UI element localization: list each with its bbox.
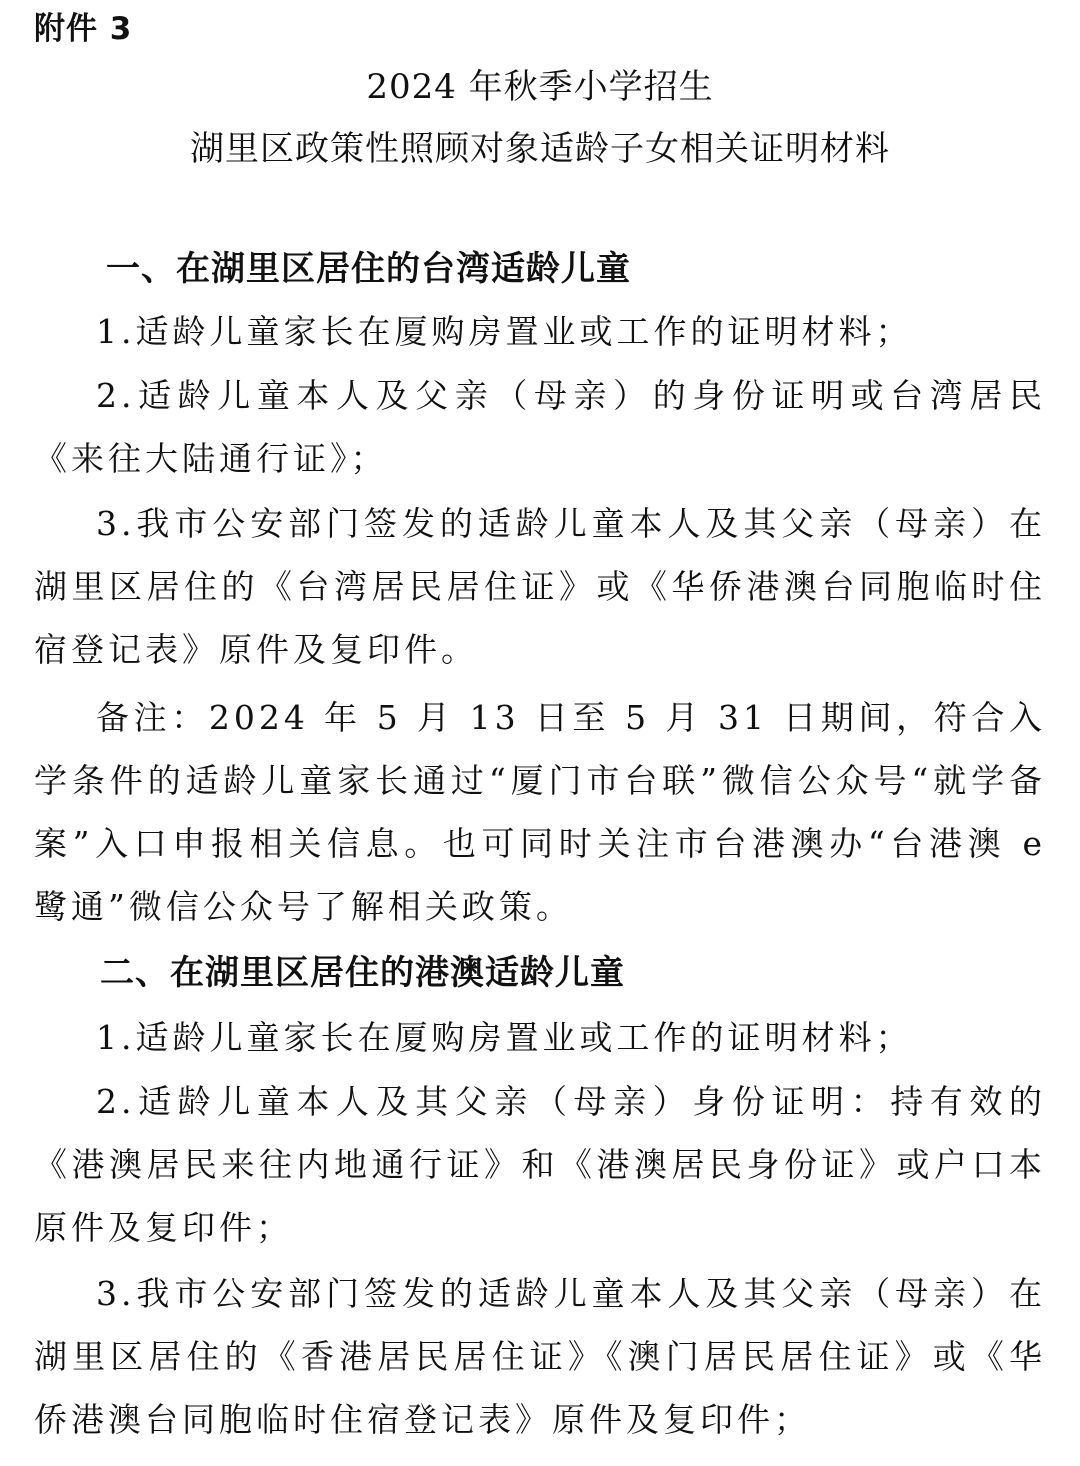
- document-title-line-2: 湖里区政策性照顾对象适龄子女相关证明材料: [190, 129, 890, 169]
- taiwan-item-2: 2.适龄儿童本人及父亲（母亲）的身份证明或台湾居民《来往大陆通行证》；: [34, 376, 1046, 478]
- taiwan-remark: 备注：2024 年 5 月 13 日至 5 月 31 日期间，符合入学条件的适龄儿童家长通过“厦门市台联”微信公众号“就学备案”入口申报相关信息。也可同时关注市台港澳办“台港澳 e 鹭通”微信公众号了解相关政策。: [34, 698, 1046, 926]
- section-heading-hongkong-macau: 二、在湖里区居住的港澳适龄儿童: [100, 953, 625, 993]
- hkmacau-item-2: 2.适龄儿童本人及其父亲（母亲）身份证明：持有效的《港澳居民来往内地通行证》和《港澳居民身份证》或户口本原件及复印件；: [34, 1082, 1046, 1247]
- attachment-label: 附件 3: [34, 11, 133, 47]
- taiwan-item-1: 1.适龄儿童家长在厦购房置业或工作的证明材料；: [96, 312, 913, 351]
- section-heading-taiwan: 一、在湖里区居住的台湾适龄儿童: [106, 249, 631, 289]
- document-title-line-1: 2024 年秋季小学招生: [366, 67, 714, 107]
- hkmacau-item-1: 1.适龄儿童家长在厦购房置业或工作的证明材料；: [96, 1018, 913, 1057]
- taiwan-item-3: 3.我市公安部门签发的适龄儿童本人及其父亲（母亲）在湖里区居住的《台湾居民居住证》或《华侨港澳台同胞临时住宿登记表》原件及复印件。: [34, 504, 1046, 669]
- hkmacau-item-3: 3.我市公安部门签发的适龄儿童本人及其父亲（母亲）在湖里区居住的《香港居民居住证》《澳门居民居住证》或《华侨港澳台同胞临时住宿登记表》原件及复印件；: [34, 1274, 1046, 1439]
